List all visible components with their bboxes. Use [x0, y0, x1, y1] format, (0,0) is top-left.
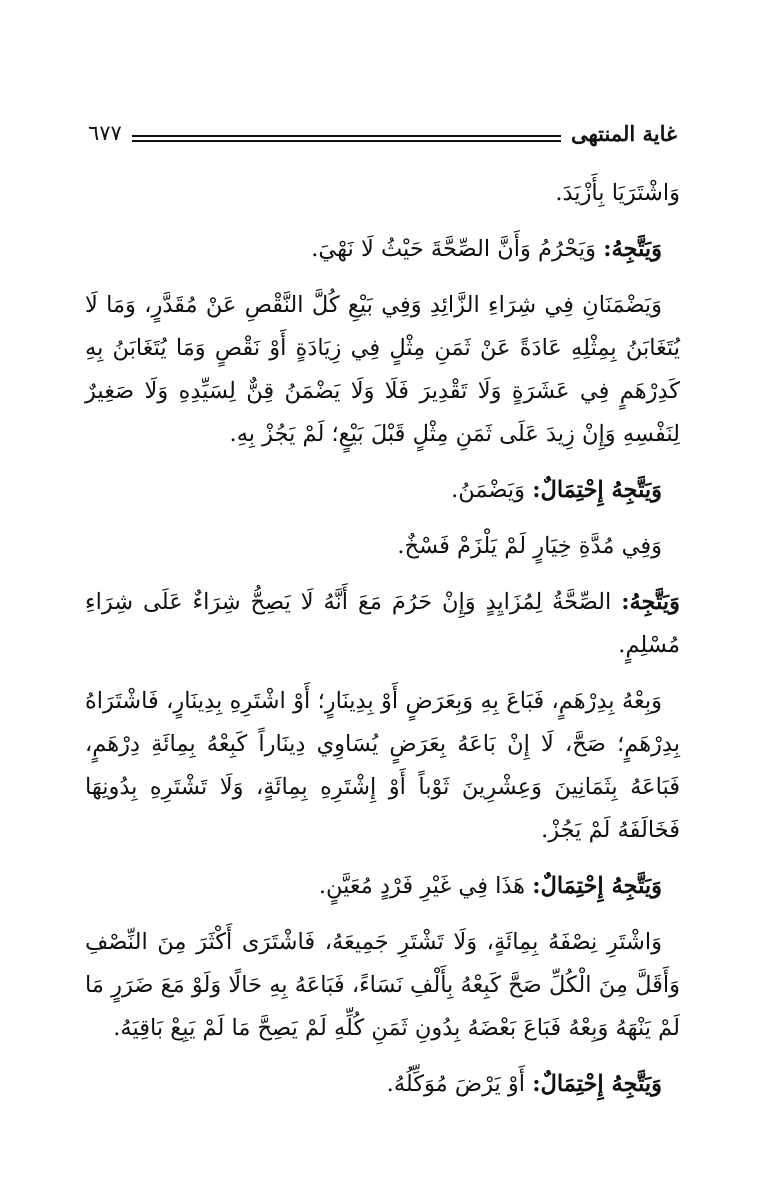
body-text: [85, 172, 680, 1119]
paragraph-text: وَبِعْهُ بِدِرْهَمٍ، فَبَاعَ بِهِ وَبِعَرَضٍ أَوْ بِدِينَارٍ؛ أَوْ اشْتَرِهِ بِدِينَارٍ، فَاشْتَرَاهُ بِدِرْهَمٍ؛ صَحَّ، لَا إِنْ بَاعَهُ بِعَرَضٍ يُسَاوِي دِينَاراً كَبِعْهُ بِمِائَةِ دِرْهَمٍ، فَبَاعَهُ بِثَمَانِينَ وَعِشْرِينَ ثَوْباً أَوْ إِشْتَرِهِ بِمِائَةٍ، وَلَا تَشْتَرِهِ بِدُونِهَا فَخَالَفَهُ لَمْ يَجُزْ.: [85, 688, 680, 843]
paragraph-2: [85, 228, 680, 271]
paragraph-text: وَفِي مُدَّةِ خِيَارٍ لَمْ يَلْزَمْ فَسْخٌ.: [397, 533, 662, 559]
paragraph-text: وَاشْتَرِ نِصْفَهُ بِمِائَةٍ، وَلَا تَشْتَرِ جَمِيعَهُ، فَاشْتَرَى أَكْثَرَ مِنَ النِّصْفِ وَأَقَلَّ مِنَ الْكُلِّ صَحَّ كَبِعْهُ بِأَلْفِ نَسَاءً، فَبَاعَهُ بِهِ حَالًا وَلَوْ مَعَ ضَرَرٍ مَا لَمْ يَنْهَهُ وَبِعْهُ فَبَاعَ بَعْضَهُ بِدُونِ ثَمَنِ كُلِّهِ لَمْ يَصِحَّ مَا لَمْ يَبِعْ بَاقِيَهُ.: [85, 929, 680, 1041]
paragraph-8: [85, 865, 680, 908]
paragraph-4: [85, 469, 680, 512]
paragraph-text: الصِّحَّةُ لِمُزَايِدٍ وَإِنْ حَرُمَ مَعَ أَنَّهُ لَا يَصِحُّ شِرَاءٌ عَلَى شِرَاءِ مُسْلِمٍ.: [85, 589, 680, 658]
paragraph-text: وَيَحْرُمُ وَأَنَّ الصِّحَّةَ حَيْثُ لَا نَهْيَ.: [311, 236, 597, 262]
header-rule: [132, 135, 561, 142]
paragraph-label: وَيَتَّجِهُ إِحْتِمَالٌ:: [532, 1071, 662, 1097]
paragraph-3: [85, 284, 680, 456]
paragraph-label: وَيَتَّجِهُ إِحْتِمَالٌ:: [532, 873, 662, 899]
paragraph-label: وَيَتَّجِهُ إِحْتِمَالٌ:: [532, 477, 662, 503]
paragraph-6: [85, 581, 680, 667]
paragraph-10: [85, 1063, 680, 1106]
paragraph-1: [85, 172, 680, 215]
paragraph-text: وَاشْتَرَيَا بِأَزْيَدَ.: [555, 180, 680, 206]
paragraph-9: [85, 921, 680, 1050]
paragraph-text: وَيَضْمَنُ.: [451, 477, 526, 503]
paragraph-text: أَوْ يَرْضَ مُوَكِّلُهُ.: [386, 1071, 526, 1097]
paragraph-text: وَيَضْمَنَانِ فِي شِرَاءِ الزَّائِدِ وَفِي بَيْعِ كُلَّ النَّقْصِ عَنْ مُقَدَّرٍ، وَمَا لَا يُتَغَابَنُ بِمِثْلِهِ عَادَةً عَنْ ثَمَنِ مِثْلٍ فِي زِيَادَةٍ أَوْ نَقْصٍ وَمَا يُتَغَابَنُ بِهِ كَدِرْهَمٍ فِي عَشَرَةٍ وَلَا تَقْدِيرَ فَلَا وَلَا يَضْمَنُ قِنٌّ لِسَيِّدِهِ وَلَا صَغِيرٌ لِنَفْسِهِ وَإِنْ زِيدَ عَلَى ثَمَنِ مِثْلٍ قَبْلَ بَيْعٍ؛ لَمْ يَجُزْ بِهِ.: [85, 292, 680, 447]
paragraph-text: هَذَا فِي غَيْرِ فَرْدٍ مُعَيَّنٍ.: [318, 873, 526, 899]
running-title: غاية المنتهى: [570, 121, 677, 146]
paragraph-5: [85, 525, 680, 568]
paragraph-label: وَيَتَّجِهُ:: [621, 589, 680, 615]
paragraph-label: وَيَتَّجِهُ:: [603, 236, 662, 262]
page-header: [88, 108, 677, 148]
page-number: ٦٧٧: [88, 121, 122, 145]
paragraph-7: [85, 680, 680, 852]
